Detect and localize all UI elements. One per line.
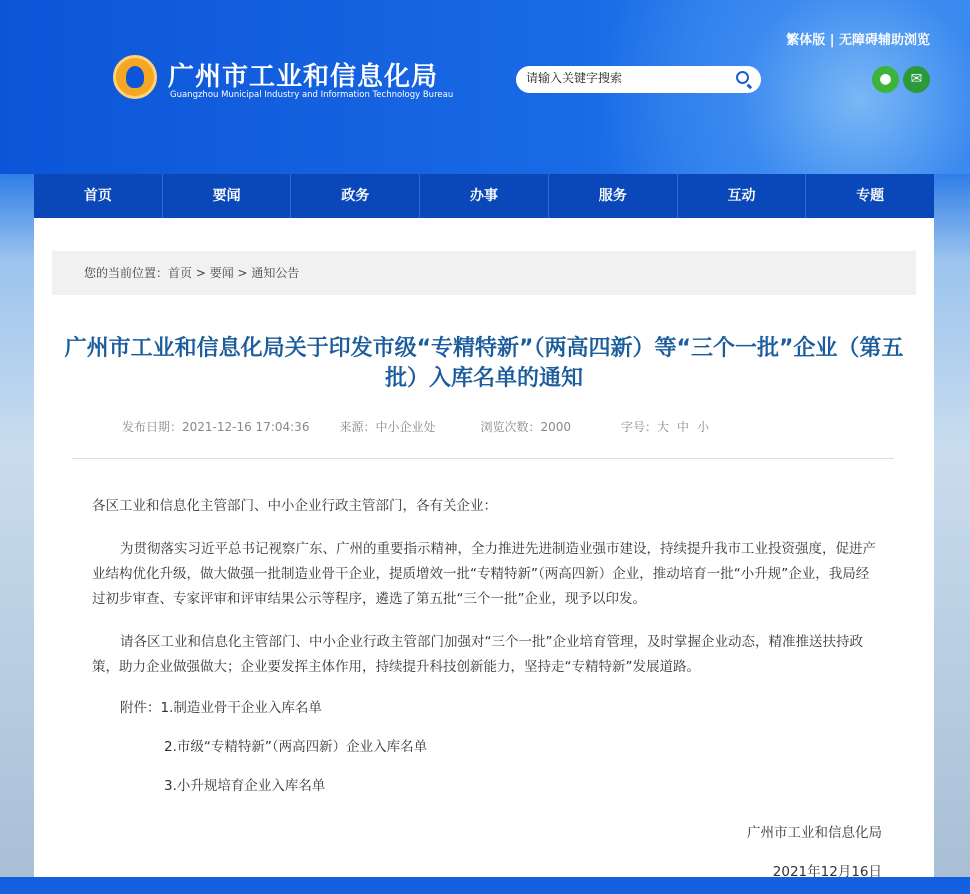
article-title: 广州市工业和信息化局关于印发市级“专精特新”（两高四新）等“三个一批”企业（第五批）入库名单的通知 [64, 336, 904, 391]
attachment-3 [92, 774, 882, 799]
breadcrumb-home[interactable]: 首页 [168, 266, 193, 280]
search-input[interactable] [526, 71, 726, 85]
site-name[interactable]: 广州市工业和信息化局 [168, 62, 439, 92]
wechat-icon[interactable]: ● [872, 66, 899, 93]
attachment-1 [92, 696, 882, 721]
article-source: 来源：中小企业处 [339, 420, 436, 434]
header-banner [0, 0, 970, 174]
attachment-link[interactable]: 2.市级“专精特新”（两高四新）企业入库名单 [164, 739, 428, 755]
search-icon[interactable] [736, 71, 749, 84]
top-links[interactable]: 繁体版 | 无障碍辅助浏览 [786, 33, 930, 48]
breadcrumb-news[interactable]: 要闻 [209, 266, 234, 280]
attachment-link[interactable]: 3.小升规培育企业入库名单 [164, 778, 326, 794]
paragraph: 为贯彻落实习近平总书记视察广东、广州的重要指示精神，全力推进先进制造业强市建设，持续提升我市工业投资强度，促进产业结构优化升级，做大做强一批制造业骨干企业，提质增效一批“专精特新”（两高四新）企业，推动培育一批“小升规”企业，我局经过初步审查、专家评审和评审结果公示等程序，遴选了第五批“三个一批”企业，现予以印发。 [92, 541, 876, 607]
sign-date: 2021年12月16日 [772, 864, 882, 880]
nav-home[interactable]: 首页 [34, 174, 163, 218]
main-nav [34, 174, 934, 218]
breadcrumb-sep: > [192, 266, 210, 280]
nav-interaction[interactable]: 互动 [678, 174, 807, 218]
font-medium-button[interactable]: 中 [677, 420, 690, 434]
content-panel [34, 218, 934, 880]
mail-icon[interactable]: ✉ [903, 66, 930, 93]
font-size-label: 字号： [621, 420, 658, 434]
search-box [516, 66, 761, 93]
article-meta [122, 418, 709, 435]
breadcrumb [52, 251, 916, 295]
salutation: 各区工业和信息化主管部门、中小企业行政主管部门，各有关企业： [92, 498, 497, 514]
breadcrumb-label: 您的当前位置： [84, 266, 169, 280]
nav-services-affairs[interactable]: 办事 [420, 174, 549, 218]
attachment-link[interactable]: 1.制造业骨干企业入库名单 [160, 700, 322, 716]
article-body [92, 494, 882, 894]
publish-date: 发布日期：2021-12-16 17:04:36 [122, 420, 310, 434]
nav-news[interactable]: 要闻 [163, 174, 292, 218]
divider [72, 458, 894, 459]
font-large-button[interactable]: 大 [657, 420, 670, 434]
paragraph: 请各区工业和信息化主管部门、中小企业行政主管部门加强对“三个一批”企业培育管理，及时掌握企业动态，精准推送扶持政策，助力企业做强做大；企业要发挥主体作用，持续提升科技创新能力，坚持走“专精特新”发展道路。 [92, 634, 863, 675]
bureau-logo-icon[interactable] [113, 55, 157, 99]
nav-services[interactable]: 服务 [549, 174, 678, 218]
signer: 广州市工业和信息化局 [747, 825, 882, 841]
site-name-en: Guangzhou Municipal Industry and Information Technology Bureau [170, 90, 454, 100]
attachment-2 [92, 735, 882, 760]
breadcrumb-notices[interactable]: 通知公告 [251, 266, 300, 280]
breadcrumb-sep: > [233, 266, 252, 280]
attachment-label: 附件： [120, 700, 161, 716]
font-small-button[interactable]: 小 [697, 420, 710, 434]
view-count: 浏览次数：2000 [480, 420, 572, 434]
nav-topics[interactable]: 专题 [856, 188, 885, 204]
nav-government[interactable]: 政务 [291, 174, 420, 218]
